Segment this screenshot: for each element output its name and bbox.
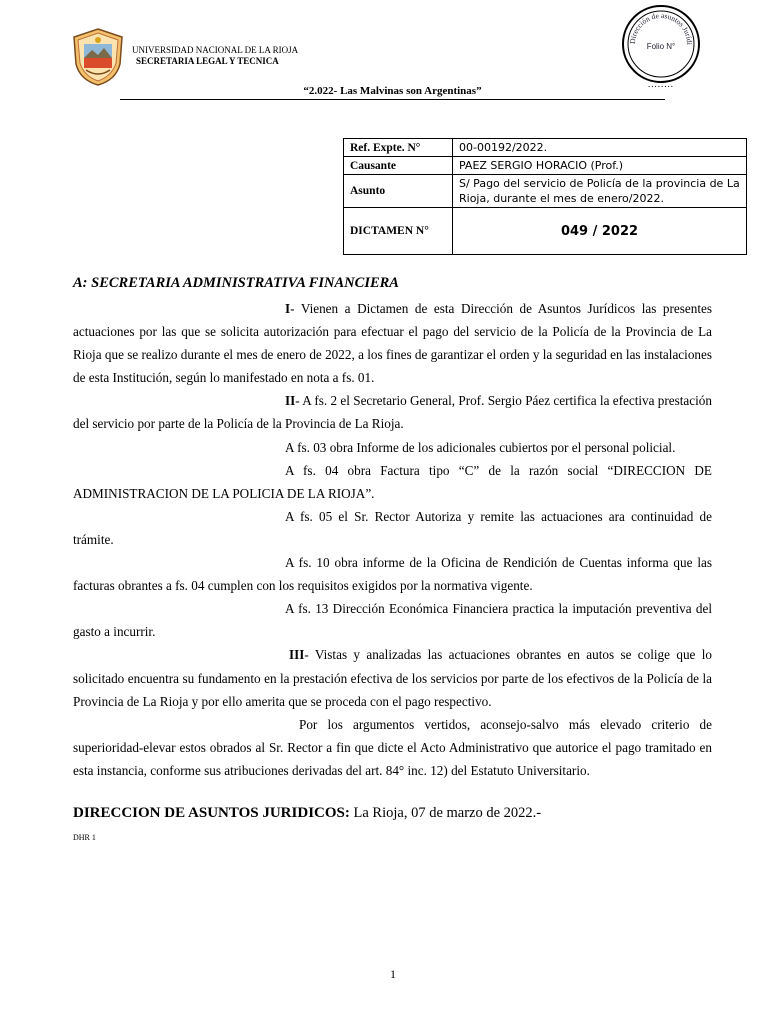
department-name: SECRETARIA LEGAL Y TECNICA <box>136 56 279 66</box>
section-number: III <box>289 647 305 663</box>
dictamen-label: DICTAMEN N° <box>344 208 453 255</box>
paragraph-9: Por los argumentos vertidos, aconsejo-salvo más elevado criterio de superioridad-elevar estos obrados al Sr. Rector a fin que dicte el Acto Administrativo que autorice el pago tramitado en esta instancia, conforme sus atribuciones derivadas del art. 84° inc. 12) del Estatuto Universitario. <box>73 716 712 778</box>
year-motto: “2.022- Las Malvinas son Argentinas” <box>120 85 665 100</box>
expte-value: 00-00192/2022. <box>453 139 747 157</box>
place-date: La Rioja, 07 de marzo de 2022.- <box>349 805 542 821</box>
addressee-heading: A: SECRETARIA ADMINISTRATIVA FINANCIERA <box>73 275 399 291</box>
causante-label: Causante <box>344 157 453 175</box>
asunto-value: S/ Pago del servicio de Policía de la provincia de La Rioja, durante el mes de enero/2022. <box>453 175 747 208</box>
paragraph-8 <box>73 643 712 712</box>
paragraph-5: A fs. 05 el Sr. Rector Autoriza y remite las actuaciones ara continuidad de trámite. <box>73 508 712 547</box>
section-number: II <box>285 393 296 409</box>
legal-affairs-stamp <box>621 4 701 84</box>
asunto-label: Asunto <box>344 175 453 208</box>
stamp-arc-text: Dirección de asuntos Jurídi <box>627 10 695 45</box>
paragraph-7: A fs. 13 Dirección Económica Financiera practica la imputación preventiva del gasto a incurrir. <box>73 601 712 640</box>
table-row <box>344 157 747 175</box>
paragraph-3: A fs. 03 obra Informe de los adicionales cubiertos por el personal policial. <box>285 439 676 455</box>
paragraph-4: A fs. 04 obra Factura tipo “C” de la razón social “DIRECCION DE ADMINISTRACION DE LA POLICIA DE LA RIOJA”. <box>73 462 712 501</box>
section-number: I <box>285 301 291 316</box>
table-row <box>344 139 747 157</box>
reference-table <box>343 138 747 255</box>
university-logo <box>72 28 124 86</box>
paragraph-text: - Vienen a Dictamen de esta Dirección de Asuntos Jurídicos las presentes actuaciones por las que se solicita autorización para efectuar el pago del servicio de la Policía de la Provincia de La Rioja que se realizo durante el mes de enero de 2022, a los fines de garantizar el orden y la seguridad en las instalaciones de esta Institución, según lo manifestado en nota a fs. 01. <box>73 301 712 386</box>
table-row <box>344 208 747 255</box>
signature-line <box>73 805 541 822</box>
causante-value: PAEZ SERGIO HORACIO (Prof.) <box>453 157 747 175</box>
dictamen-value: 049 / 2022 <box>453 208 747 255</box>
page-number: 1 <box>390 967 396 981</box>
svg-text:Dirección de asuntos Jurídicos <box>621 4 694 45</box>
university-name: UNIVERSIDAD NACIONAL DE LA RIOJA <box>132 45 299 55</box>
paragraph-text: - A fs. 2 el Secretario General, Prof. Sergio Páez certifica la efectiva prestación del servicio por parte de la Policía de la Provincia de La Rioja. <box>73 393 712 432</box>
expte-label: Ref. Expte. N° <box>344 139 453 157</box>
paragraph-2 <box>73 389 712 435</box>
paragraph-1 <box>73 297 712 389</box>
paragraph-text: - Vistas y analizadas las actuaciones obrantes en autos se colige que lo solicitado encuentra su fundamento en la prestación efectiva de los servicios por parte de los efectivos de la Policía de la Provincia de La Rioja y por ello amerita que se proceda con el pago respectivo. <box>73 647 712 709</box>
office-name: DIRECCION DE ASUNTOS JURIDICOS: <box>73 805 350 821</box>
document-body <box>73 297 712 782</box>
paragraph-6: A fs. 10 obra informe de la Oficina de Rendición de Cuentas informa que las facturas obrantes a fs. 04 cumplen con los requisitos exigidos por la normativa vigente. <box>73 555 712 594</box>
stamp-dots: ........ <box>648 79 674 89</box>
stamp-folio-text: Folio N° <box>646 42 676 51</box>
table-row <box>344 175 747 208</box>
author-initials: DHR 1 <box>73 833 96 842</box>
